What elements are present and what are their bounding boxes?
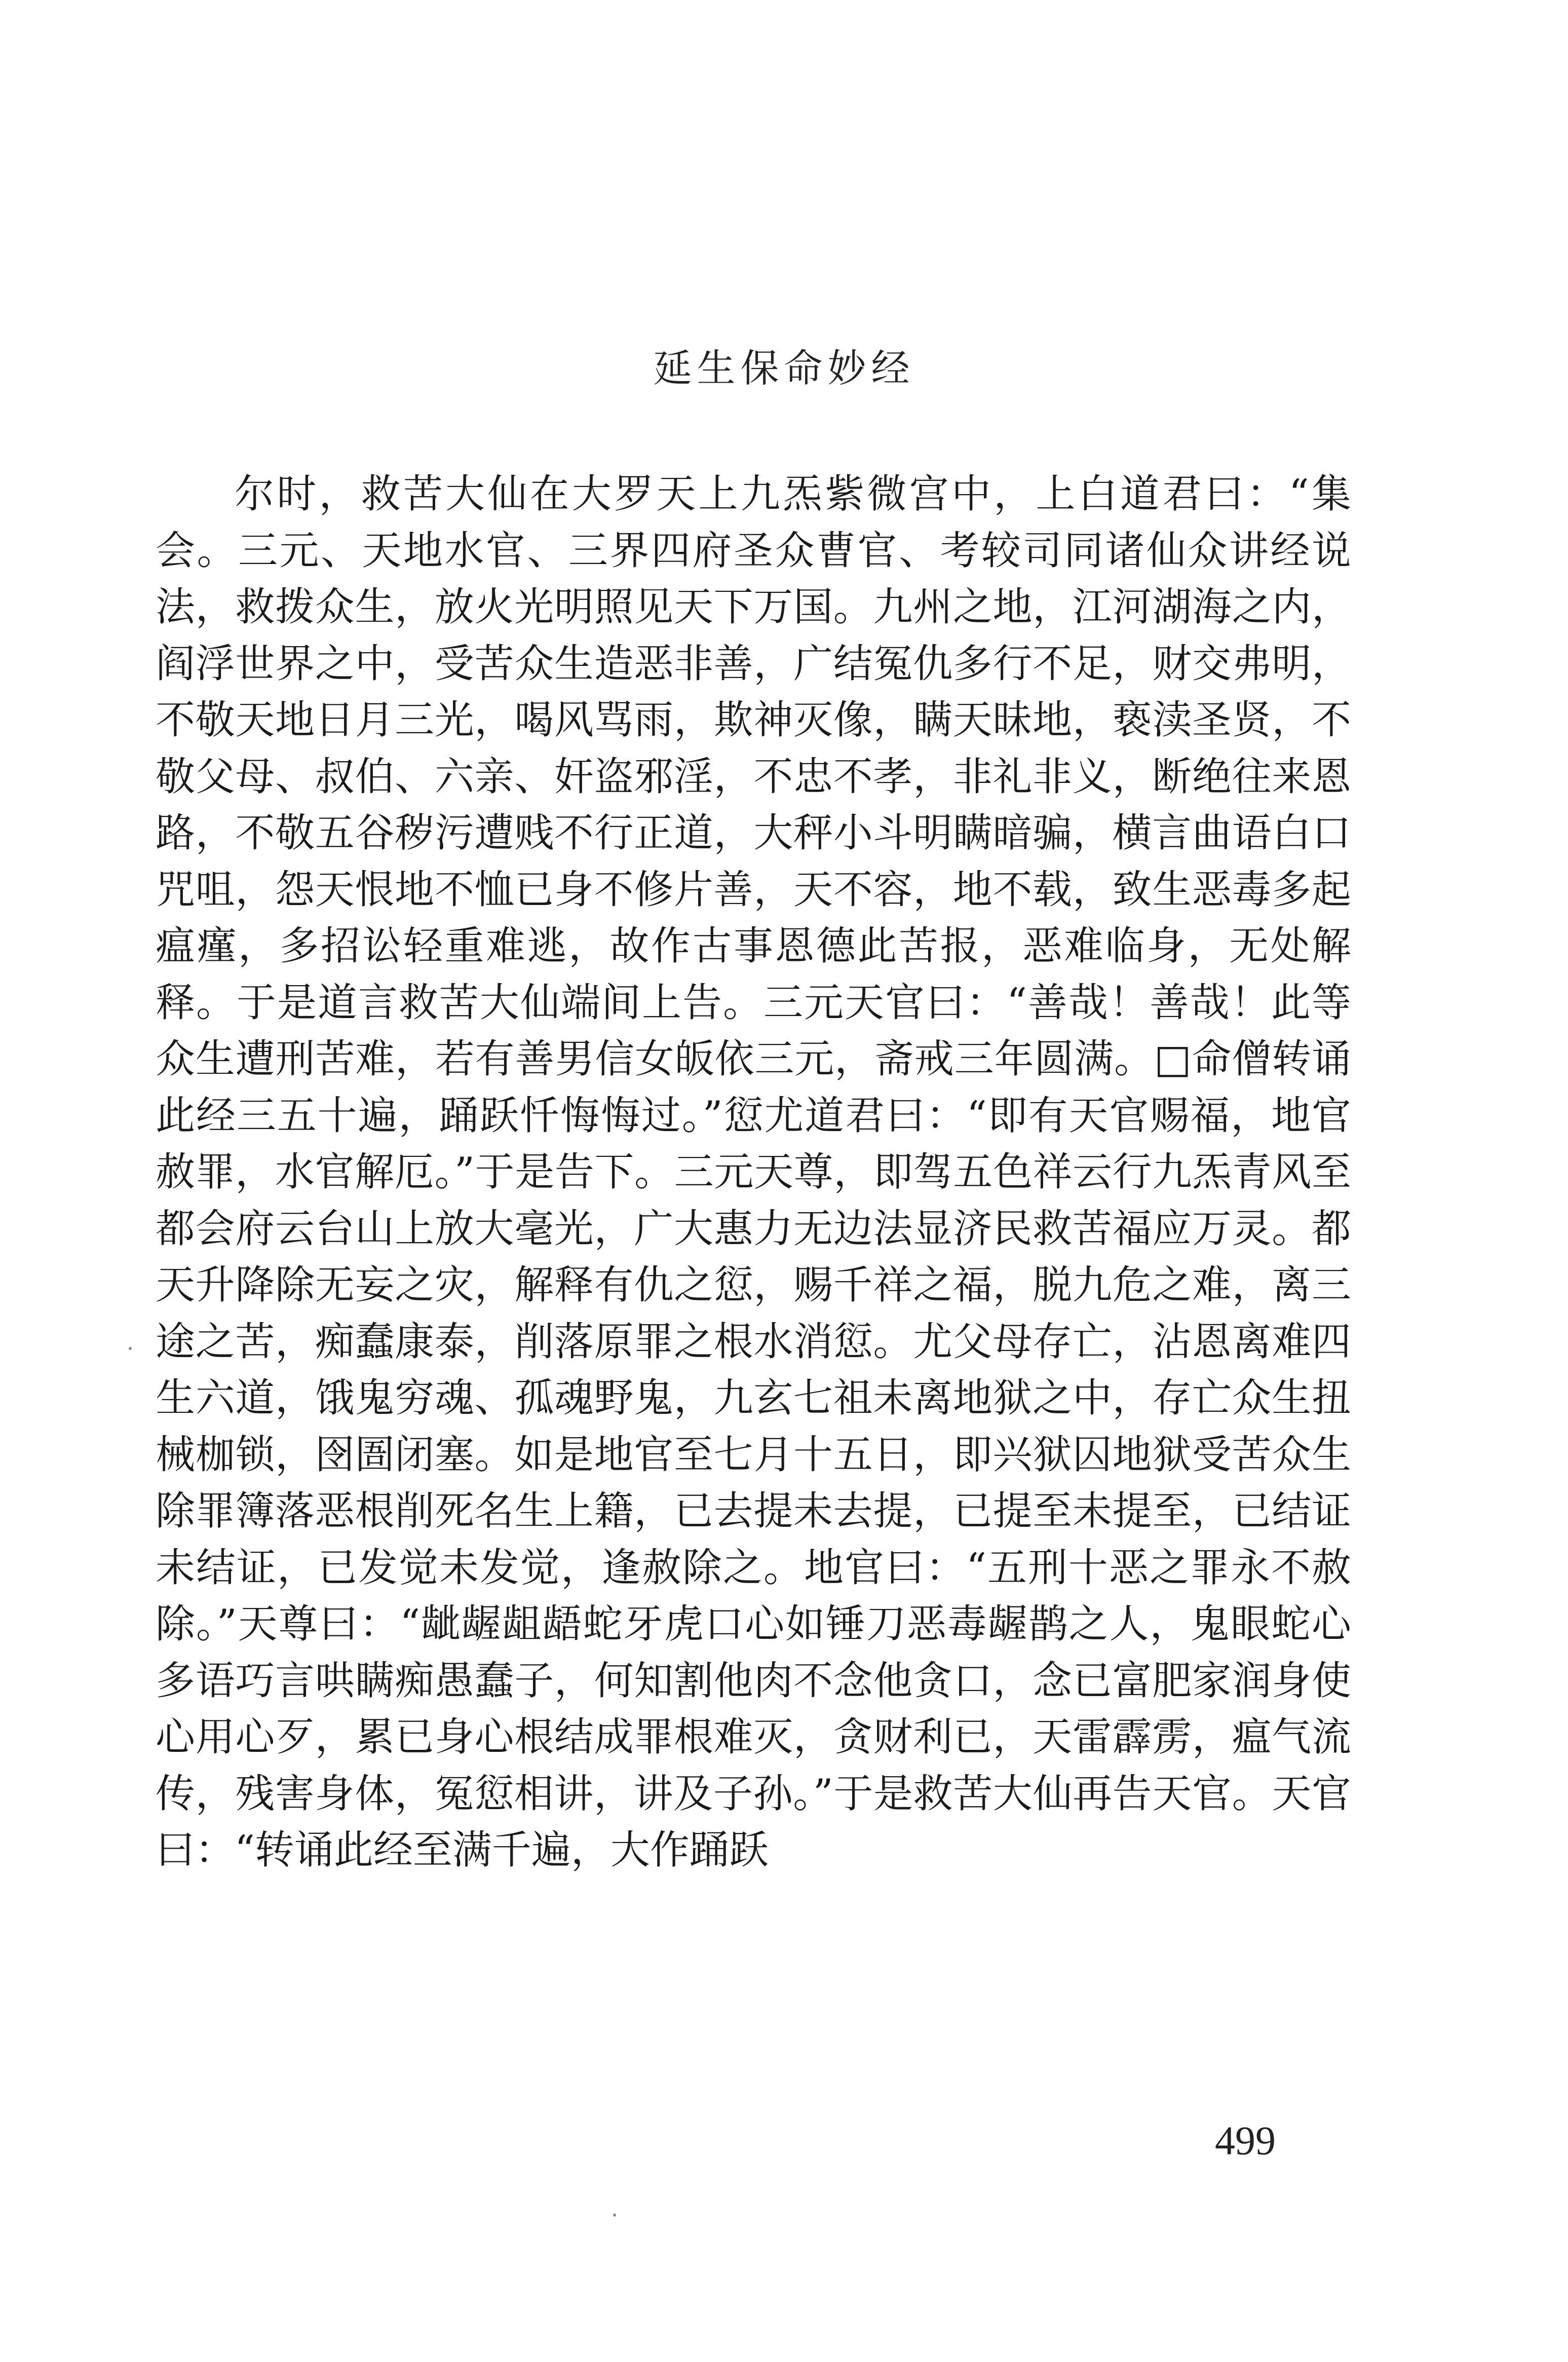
page-number: 499 [1215, 2119, 1276, 2163]
body-text [156, 466, 1351, 1879]
paragraph: 尔时，救苦大仙在大罗天上九炁紫微宫中，上白道君曰：“集会。三元、天地水官、三界四府圣众曹官、考较司同诸仙众讲经说法，救拨众生，放火光明照见天下万国。九州之地，江河湖海之内，阎浮世界之中，受苦众生造恶非善，广结冤仇多行不足，财交弗明，不敬天地日月三光，喝风骂雨，欺神灭像，瞒天昧地，亵渎圣贤，不敬父母、叔伯、六亲、奸盗邪淫，不忠不孝，非礼非义，断绝往来恩路，不敬五谷秽污遭贱不行正道，大秤小斗明瞒暗骗，横言曲语白口咒咀，怨天恨地不恤已身不修片善，天不容，地不载，致生恶毒多起瘟瘽，多招讼轻重难逃，故作古事恩德此苦报，恶难临身，无处解释。于是道言救苦大仙端间上告。三元天官曰：“善哉！善哉！此等众生遭刑苦难，若有善男信女皈依三元，斋戒三年圆满。□命僧转诵此经三五十遍，踊跃忏悔悔过。”愆尤道君曰：“即有天官赐福，地官赦罪，水官解厄。”于是告下。三元天尊，即驾五色祥云行九炁青风至都会府云台山上放大毫光，广大惠力无边法显济民救苦福应万灵。都天升降除无妄之灾，解释有仇之愆，赐千祥之福，脱九危之难，离三途之苦，痴蠢康泰，削落原罪之根水消愆。尤父母存亡，沾恩离难四生六道，饿鬼穷魂、孤魂野鬼，九玄七祖未离地狱之中，存亡众生扭械枷锁，囹圄闭塞。如是地官至七月十五日，即兴狱囚地狱受苦众生除罪簿落恶根削死名生上籍，已去提未去提，已提至未提至，已结证未结证，已发觉未发觉，逢赦除之。地官曰：“五刑十恶之罪永不赦除。”天尊曰：“龇龌龃龉蛇牙虎口心如锤刀恶毒龌鹊之人，鬼眼蛇心多语巧言哄瞒痴愚蠢子，何知割他肉不念他贪口，念已富肥家润身使心用心歹，累已身心根结成罪根难灭，贪财利已，天雷霹雳，瘟气流传，残害身体，冤愆相讲，讲及子孙。”于是救苦大仙再告天官。天官曰：“转诵此经至满千遍，大作踊跃 [156, 471, 1351, 1873]
page-title: 延生保命妙经 [653, 346, 915, 391]
scan-speck [613, 2214, 616, 2217]
scan-speck [129, 1347, 132, 1350]
